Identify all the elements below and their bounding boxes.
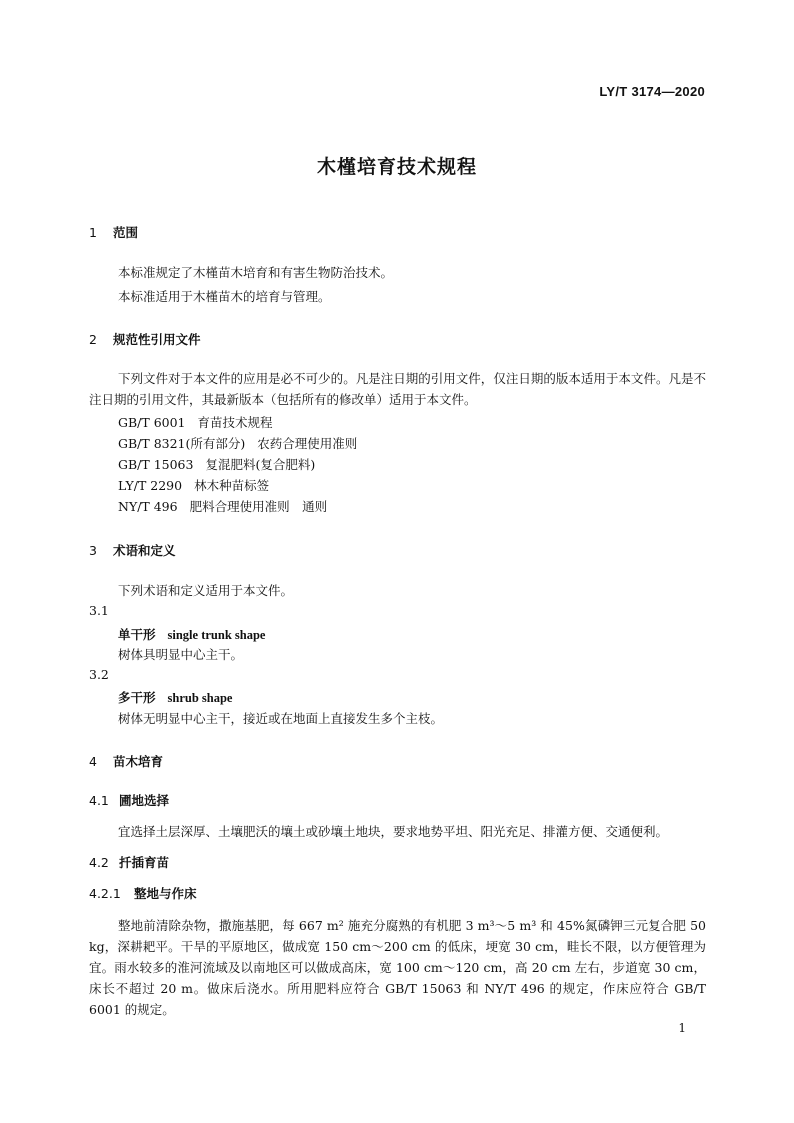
reference-item: [118, 497, 327, 515]
paragraph: 下列术语和定义适用于本文件。: [118, 583, 294, 598]
page-number: 1: [678, 1021, 686, 1035]
section-4-heading: [89, 752, 163, 770]
term-heading: [118, 688, 232, 706]
term-en: single trunk shape: [167, 628, 266, 642]
section-title: 术语和定义: [113, 543, 176, 558]
term-number: 3.1: [89, 603, 109, 618]
reference-code: GB/T 6001: [118, 415, 186, 430]
section-1-heading: [89, 223, 138, 241]
reference-code: LY/T 2290: [118, 478, 183, 493]
paragraph: 下列文件对于本文件的应用是必不可少的。凡是注日期的引用文件，仅注日期的版本适用于本文件。凡是不注日期的引用文件，其最新版本（包括所有的修改单）适用于本文件。: [89, 371, 706, 407]
reference-item: [118, 476, 269, 494]
section-number: 3: [89, 543, 97, 558]
term-definition: 树体无明显中心主干，接近或在地面上直接发生多个主枝。: [118, 711, 444, 726]
term-en: shrub shape: [167, 691, 233, 705]
section-4-2-1-heading: [89, 884, 197, 902]
section-number: 4: [89, 754, 97, 769]
reference-name: 肥料合理使用准则 通则: [189, 499, 328, 514]
paragraph: 本标准规定了木槿苗木培育和有害生物防治技术。: [118, 265, 394, 280]
term-heading: [118, 625, 265, 643]
term-number: 3.2: [89, 667, 109, 682]
reference-name: 林木种苗标签: [194, 478, 270, 493]
section-2-heading: [89, 330, 201, 348]
term-definition: 树体具明显中心主干。: [118, 647, 244, 662]
section-number: 4.2: [89, 855, 109, 870]
standard-code: LY/T 3174—2020: [599, 84, 705, 99]
term-zh: 多干形: [118, 690, 156, 705]
paragraph: 本标准适用于木槿苗木的培育与管理。: [118, 289, 331, 304]
paragraph: 整地前清除杂物，撒施基肥，每 667 m² 施充分腐熟的有机肥 3 m³～5 m³ 和 45%氮磷钾三元复合肥 50 kg，深耕耙平。干旱的平原地区，做成宽 150 cm～200 cm 的低床，埂宽 30 cm，畦长不限，以方便管理为宜。雨水较多的淮河流域及以南地区可以做成高床，宽 100 cm～120 cm，高 20 cm 左右，步道宽 30 cm，床长不超过 20 m。做床后浇水。所用肥料应符合 GB/T 15063 和 NY/T 496 的规定，作床应符合 GB/T 6001 的规定。: [89, 918, 706, 1017]
section-3-heading: [89, 541, 176, 559]
reference-name: 育苗技术规程: [197, 415, 273, 430]
section-title: 圃地选择: [119, 793, 170, 808]
paragraph: 宜选择土层深厚、土壤肥沃的壤土或砂壤土地块，要求地势平坦、阳光充足、排灌方便、交通便利。: [118, 824, 669, 839]
reference-name: 复混肥料(复合肥料): [205, 457, 316, 472]
reference-code: GB/T 15063: [118, 457, 194, 472]
section-4-1-heading: [89, 791, 169, 809]
section-title: 苗木培育: [113, 754, 164, 769]
reference-name: 农药合理使用准则: [257, 436, 358, 451]
reference-code: GB/T 8321(所有部分): [118, 436, 246, 451]
section-title: 扦插育苗: [119, 855, 170, 870]
section-number: 1: [89, 225, 97, 240]
document-title: 木槿培育技术规程: [316, 156, 477, 178]
section-title: 整地与作床: [134, 886, 197, 901]
section-title: 范围: [113, 225, 139, 240]
reference-item: [118, 413, 273, 431]
section-title: 规范性引用文件: [113, 332, 201, 347]
reference-item: [118, 455, 315, 473]
section-number: 4.1: [89, 793, 109, 808]
section-4-2-heading: [89, 853, 169, 871]
section-number: 4.2.1: [89, 886, 121, 901]
reference-code: NY/T 496: [118, 499, 178, 514]
reference-item: [118, 434, 357, 452]
term-zh: 单干形: [118, 627, 156, 642]
section-number: 2: [89, 332, 97, 347]
